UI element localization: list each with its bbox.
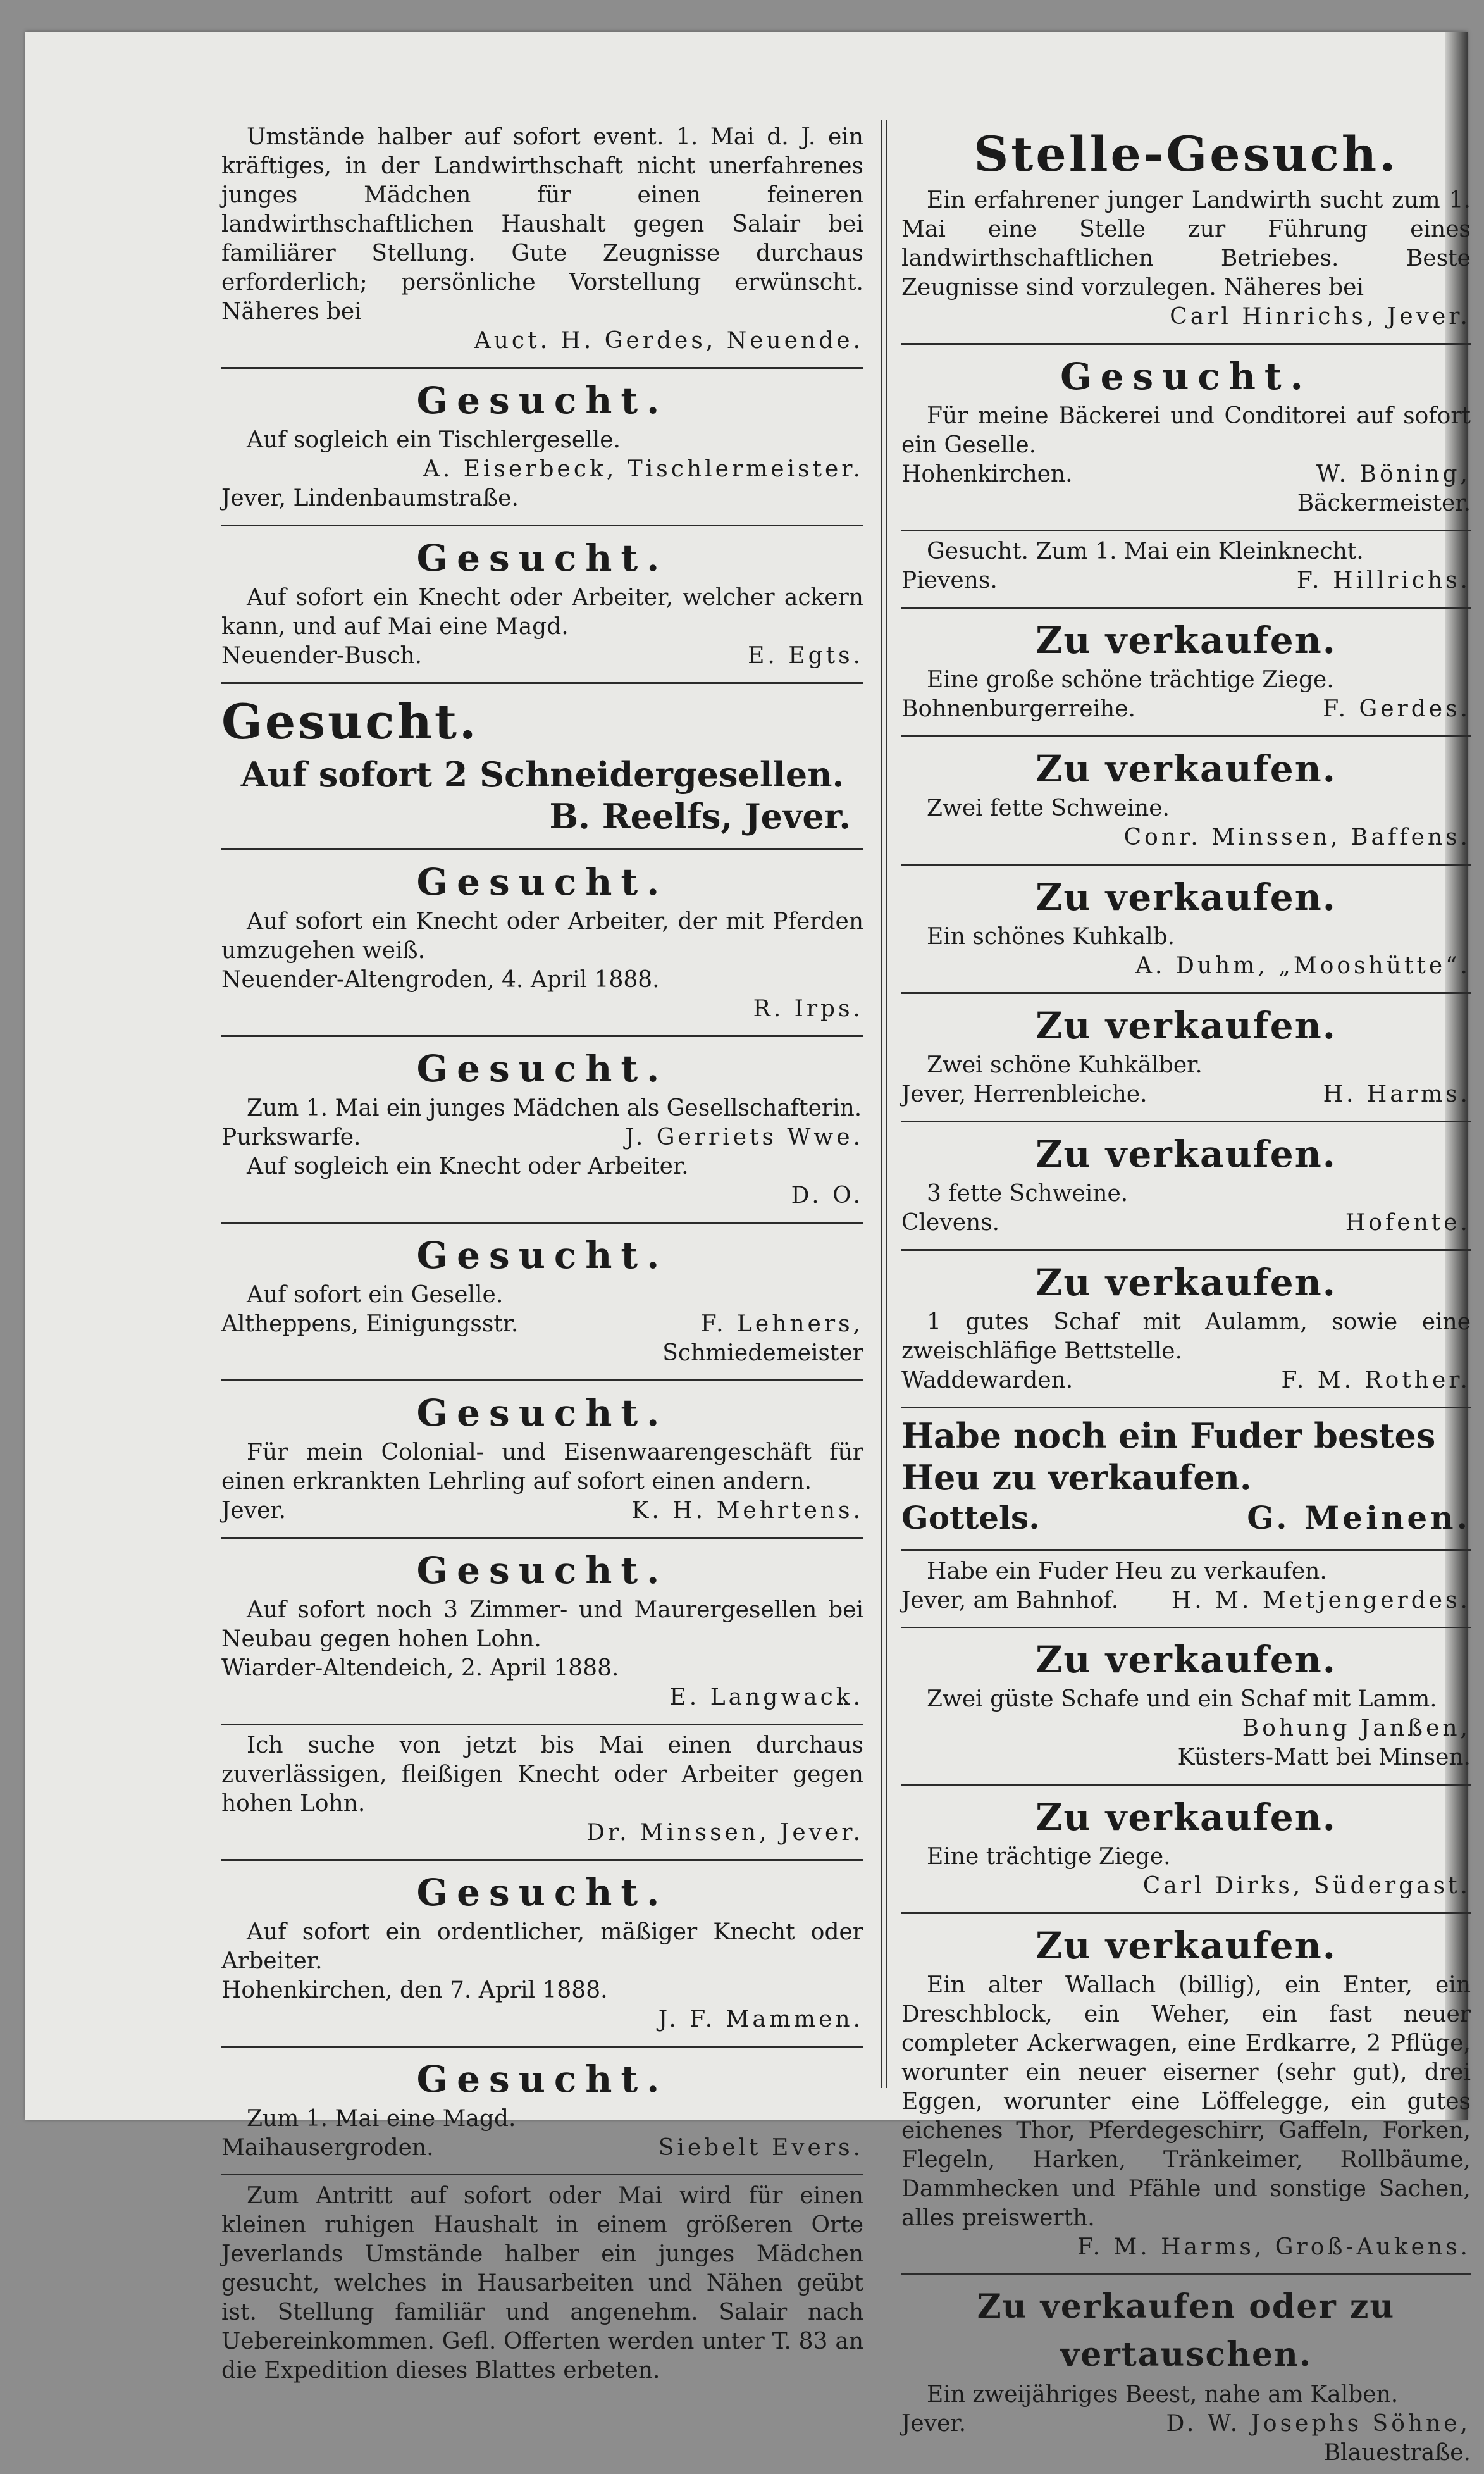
ad-signature: Auct. H. Gerdes, Neuende. xyxy=(474,328,863,354)
ad-body: Umstände halber auf sofort event. 1. Mai d. J. ein kräftiges, in der Landwirthschaft nicht unerfahrenes junges Mädchen für einen feineren landwirthschaftlichen Haushalt gegen Salair bei familiärer Stellung. Gute Zeugnisse durchaus erforderlich; persönliche Vorstellung erwünscht. Näheres bei xyxy=(221,124,863,325)
ad-signature-title: Bäckermeister. xyxy=(1297,490,1471,516)
ad-place: Waddewarden. xyxy=(901,1367,1073,1393)
ad-heading: Zu verkaufen. xyxy=(1035,747,1337,790)
ad-signature-line xyxy=(901,1586,1471,1615)
ad-separator xyxy=(901,1627,1471,1628)
ad-signature-title: Schmiedemeister xyxy=(662,1340,863,1366)
ad-signature: Bohung Janßen, xyxy=(1242,1715,1471,1741)
ad-signature-line xyxy=(221,1818,863,1848)
ad-signature: G. Meinen. xyxy=(1247,1499,1471,1536)
ad-headline: Habe noch ein Fuder bestes Heu zu verkaufen. xyxy=(901,1415,1436,1498)
ad-body: Habe ein Fuder Heu zu verkaufen. xyxy=(927,1558,1327,1584)
ad-place-line xyxy=(221,484,863,513)
ad-signature: W. Böning, xyxy=(1316,461,1471,487)
ad-heading: Gesucht. xyxy=(416,537,669,580)
ad-knecht-egts xyxy=(221,530,863,677)
ad-separator xyxy=(901,1121,1471,1122)
ad-signature: F. M. Harms, Groß-Aukens. xyxy=(1077,2234,1471,2260)
ad-signature: J. Gerriets Wwe. xyxy=(625,1124,863,1150)
ad-signature: H. M. Metjengerdes. xyxy=(1171,1588,1471,1613)
ad-place: Hohenkirchen. xyxy=(901,461,1073,487)
ad-ziege-gerdes xyxy=(901,612,1471,730)
ad-schaf-bettstelle xyxy=(901,1255,1471,1402)
ad-body: Auf sofort ein Knecht oder Arbeiter, welcher ackern kann, und auf Mai eine Magd. xyxy=(221,585,863,640)
ad-knecht-minssen xyxy=(221,1729,863,1854)
ad-knecht-mammen xyxy=(221,1865,863,2041)
ad-place: Hohenkirchen, den 7. April 1888. xyxy=(221,1977,608,2003)
ad-signature-title: Blauestraße. xyxy=(1323,2440,1471,2466)
ad-signature: A. Duhm, „Mooshütte“. xyxy=(1135,953,1471,979)
ad-separator xyxy=(901,1549,1471,1551)
ad-signature-line xyxy=(901,566,1471,595)
ad-headline: Auf sofort 2 Schneidergesellen. xyxy=(240,754,844,795)
ad-signature-line xyxy=(901,1872,1471,1901)
ad-signature: F. Gerdes. xyxy=(1323,696,1471,722)
ad-signature-line xyxy=(221,995,863,1024)
ad-place: Wiarder-Altendeich, 2. April 1888. xyxy=(221,1655,619,1681)
ad-signature-line xyxy=(901,1498,1471,1538)
ad-heading: Zu verkaufen. xyxy=(1035,1638,1337,1681)
ad-signature: Carl Dirks, Südergast. xyxy=(1142,1873,1471,1899)
ad-signature: H. Harms. xyxy=(1323,1081,1471,1107)
ad-signature-line xyxy=(901,2409,1471,2439)
ad-magd-evers xyxy=(221,2051,863,2169)
ad-separator xyxy=(221,682,863,684)
ad-signature: F. Hillrichs. xyxy=(1296,568,1471,594)
ad-heading: Gesucht. xyxy=(416,1047,669,1090)
ad-body: Auf sofort noch 3 Zimmer- und Maurergesellen bei Neubau gegen hohen Lohn. xyxy=(221,1597,863,1652)
newspaper-page xyxy=(25,32,1471,2466)
ad-heading: Gesucht. xyxy=(416,1549,669,1592)
ad-place: Maihausergroden. xyxy=(221,2135,434,2161)
ad-signature-line xyxy=(901,1080,1471,1109)
ad-separator xyxy=(221,848,863,850)
ad-body: Ich suche von jetzt bis Mai einen durchaus zuverlässigen, fleißigen Knecht oder Arbeiter gegen hohen Lohn. xyxy=(221,1732,863,1817)
ad-signature-line xyxy=(221,1683,863,1712)
ad-signature: A. Eiserbeck, Tischlermeister. xyxy=(423,456,863,482)
ad-signature: K. H. Mehrtens. xyxy=(631,1498,863,1524)
ad-separator xyxy=(901,735,1471,737)
ad-heading: Gesucht. xyxy=(416,2058,669,2101)
ad-signature: Dr. Minssen, Jever. xyxy=(586,1820,863,1846)
ad-place: Neuender-Busch. xyxy=(221,643,423,669)
ad-baecker-geselle xyxy=(901,349,1471,525)
ad-place: Gottels. xyxy=(901,1499,1040,1536)
ad-signature-secondary: D. O. xyxy=(791,1183,863,1209)
ad-place: Jever. xyxy=(221,1498,287,1524)
ad-separator xyxy=(901,1912,1471,1914)
ad-place-line xyxy=(221,1976,863,2005)
ad-body: Zwei fette Schweine. xyxy=(927,795,1170,821)
ad-heading: Gesucht. xyxy=(416,1391,669,1434)
ad-body: Eine große schöne trächtige Ziege. xyxy=(927,667,1334,693)
ad-separator xyxy=(901,1249,1471,1251)
ad-body: Ein schönes Kuhkalb. xyxy=(927,924,1175,950)
ad-signature-title: Küsters-Matt bei Minsen. xyxy=(1177,1744,1471,1770)
ad-separator xyxy=(221,1724,863,1725)
ad-signature-line xyxy=(221,2005,863,2034)
ad-signature: Conr. Minssen, Baffens. xyxy=(1123,824,1471,850)
ad-signature-line xyxy=(901,302,1471,332)
ad-signature-line xyxy=(221,455,863,484)
ad-separator xyxy=(901,343,1471,345)
ad-maedchen-gerdes xyxy=(221,120,863,362)
ad-separator xyxy=(221,367,863,369)
ad-body: 3 fette Schweine. xyxy=(927,1181,1128,1207)
ad-heading: Gesucht. xyxy=(416,1871,669,1914)
ad-maurergesellen xyxy=(221,1543,863,1719)
ad-heading: Zu verkaufen oder zu vertauschen. xyxy=(977,2287,1395,2374)
ad-signature-line xyxy=(221,1310,863,1339)
ad-signature-line xyxy=(901,823,1471,852)
ad-place: Altheppens, Einigungsstr. xyxy=(221,1311,519,1337)
ad-fuder-heu-metjengerdes xyxy=(901,1555,1471,1622)
ad-separator xyxy=(901,607,1471,609)
ad-body: Auf sofort ein Geselle. xyxy=(247,1282,504,1308)
ad-body: Ein alter Wallach (billig), ein Enter, ein Dreschblock, ein Weher, ein fast neuer completer Ackerwagen, eine Erdkarre, 2 Pflüge, worunter ein neuer eiserner (sehr gut), drei Eggen, worunter eine Löffelegge, ein gutes eichenes Thor, Pferdegeschirr, Gaffeln, Forken, Flegeln, Harken, Tränkeimer, Rollbäume, Dammhecken und Pfähle und sonstige Sachen, alles preiswerth. xyxy=(901,1972,1471,2231)
ad-heading: Gesucht. xyxy=(221,693,479,750)
ad-signature-line xyxy=(901,1714,1471,1743)
ad-body-secondary: Auf sogleich ein Knecht oder Arbeiter. xyxy=(247,1153,689,1179)
ad-heading: Gesucht. xyxy=(1060,355,1312,398)
ad-separator xyxy=(221,525,863,526)
ad-place: Purkswarfe. xyxy=(221,1124,361,1150)
ad-heading: Zu verkaufen. xyxy=(1035,619,1337,662)
ad-separator xyxy=(221,1222,863,1224)
ad-signature: Siebelt Evers. xyxy=(658,2135,863,2161)
ad-heading: Zu verkaufen. xyxy=(1035,1796,1337,1839)
ad-body: Zwei güste Schafe und ein Schaf mit Lamm. xyxy=(927,1686,1437,1712)
ad-body: Zum 1. Mai ein junges Mädchen als Gesellschafterin. xyxy=(247,1095,862,1121)
ad-place: Neuender-Altengroden, 4. April 1888. xyxy=(221,967,660,993)
ad-schneidergesellen xyxy=(221,688,863,843)
ad-knecht-irps xyxy=(221,854,863,1030)
ad-body: Gesucht. Zum 1. Mai ein Kleinknecht. xyxy=(927,538,1364,564)
ad-separator xyxy=(221,2046,863,2048)
ad-heading: Zu verkaufen. xyxy=(1035,1924,1337,1967)
ad-place: Jever. xyxy=(901,2411,967,2437)
ad-signature: F. M. Rother. xyxy=(1281,1367,1471,1393)
ad-signature: D. W. Josephs Söhne, xyxy=(1166,2411,1471,2437)
ad-heading: Zu verkaufen. xyxy=(1035,1261,1337,1304)
ad-signature-line xyxy=(221,642,863,671)
ad-signature: E. Langwack. xyxy=(669,1684,863,1710)
ad-body: Zwei schöne Kuhkälber. xyxy=(927,1052,1203,1078)
ad-separator xyxy=(901,2273,1471,2275)
ad-body: Zum 1. Mai eine Magd. xyxy=(247,2106,516,2132)
ad-schweine-minssen xyxy=(901,741,1471,859)
ad-place: Clevens. xyxy=(901,1210,1000,1236)
ad-geselle-lehners xyxy=(221,1228,863,1374)
ad-gesellschafterin xyxy=(221,1041,863,1217)
ad-signature: Carl Hinrichs, Jever. xyxy=(1170,304,1471,330)
ad-separator xyxy=(901,864,1471,866)
ad-beest-josephs xyxy=(901,2279,1471,2474)
ad-place-line xyxy=(221,966,863,995)
ad-heading: Gesucht. xyxy=(416,1234,669,1277)
ad-signature-line-secondary xyxy=(221,1181,863,1210)
ad-signature: Hofente. xyxy=(1345,1210,1471,1236)
ad-separator xyxy=(221,1537,863,1539)
ad-maedchen-haushalt xyxy=(221,2179,863,2392)
ad-body: Ein erfahrener junger Landwirth sucht zum 1. Mai eine Stelle zur Führung eines landwirthschaftlichen Betriebes. Beste Zeugnisse sind vorzulegen. Näheres bei xyxy=(901,187,1471,301)
ad-signature-line xyxy=(901,695,1471,724)
ad-tischlergeselle xyxy=(221,373,863,519)
ad-signature-line xyxy=(221,326,863,356)
ad-signature-line xyxy=(901,460,1471,489)
ad-body: Zum Antritt auf sofort oder Mai wird für einen kleinen ruhigen Haushalt in einem größeren Orte Jeverlands Umstände halber ein junges Mädchen gesucht, welches in Hausarbeiten und Nähen geübt ist. Stellung familiär und angenehm. Salair nach Uebereinkommen. Gefl. Offerten werden unter T. 83 an die Expedition dieses Blattes erbeten. xyxy=(221,2183,863,2384)
ad-signature: B. Reelfs, Jever. xyxy=(549,796,851,836)
ad-body: Eine trächtige Ziege. xyxy=(927,1844,1171,1870)
ad-separator xyxy=(901,992,1471,994)
ad-heading: Stelle-Gesuch. xyxy=(974,126,1399,182)
ad-signature-line xyxy=(901,1209,1471,1238)
ad-body: Auf sogleich ein Tischlergeselle. xyxy=(247,427,621,453)
ad-place: Pievens. xyxy=(901,568,998,594)
ad-lehrling-mehrtens xyxy=(221,1385,863,1532)
ad-separator xyxy=(901,1784,1471,1786)
column-divider xyxy=(881,120,887,2088)
ad-signature-line xyxy=(221,2134,863,2163)
ad-heading: Zu verkaufen. xyxy=(1035,1133,1337,1176)
ad-separator xyxy=(221,1379,863,1381)
ad-separator xyxy=(221,1035,863,1037)
ad-separator xyxy=(221,1859,863,1861)
ad-body: 1 gutes Schaf mit Aulamm, sowie eine zweischläfige Bettstelle. xyxy=(901,1309,1471,1364)
ad-heading: Zu verkaufen. xyxy=(1035,1004,1337,1047)
ad-body: Auf sofort ein ordentlicher, mäßiger Knecht oder Arbeiter. xyxy=(221,1919,863,1974)
ad-signature: F. Lehners, xyxy=(700,1311,863,1337)
ad-fuder-heu-meinen xyxy=(901,1412,1471,1544)
ad-separator xyxy=(221,2174,863,2175)
ad-body: Für meine Bäckerei und Conditorei auf sofort ein Geselle. xyxy=(901,403,1471,458)
ad-signature-line xyxy=(901,2233,1471,2262)
ad-separator xyxy=(901,1407,1471,1408)
ad-place: Jever, am Bahnhof. xyxy=(901,1588,1119,1613)
ad-fette-schweine xyxy=(901,1126,1471,1244)
ad-place: Jever, Lindenbaumstraße. xyxy=(221,485,519,511)
ad-body: Auf sofort ein Knecht oder Arbeiter, der mit Pferden umzugehen weiß. xyxy=(221,909,863,964)
left-column xyxy=(221,120,863,2392)
right-column xyxy=(901,120,1471,2474)
ad-place-line xyxy=(221,1654,863,1683)
ad-signature: R. Irps. xyxy=(753,996,863,1022)
ad-schafe-janssen xyxy=(901,1632,1471,1779)
ad-heading: Gesucht. xyxy=(416,379,669,422)
ad-signature: E. Egts. xyxy=(748,643,863,669)
ad-place: Bohnenburgerreihe. xyxy=(901,696,1135,722)
ad-inventar-harms xyxy=(901,1918,1471,2268)
ad-kuhkaelber xyxy=(901,998,1471,1116)
ad-stelle-gesuch xyxy=(901,120,1471,338)
ad-signature-line xyxy=(901,1366,1471,1395)
ad-heading: Zu verkaufen. xyxy=(1035,876,1337,919)
ad-separator xyxy=(901,530,1471,531)
ad-kuhkalb xyxy=(901,869,1471,987)
ad-signature-line xyxy=(221,1123,863,1152)
ad-body: Ein zweijähriges Beest, nahe am Kalben. xyxy=(927,2382,1399,2408)
ad-kleinknecht xyxy=(901,535,1471,602)
ad-body: Für mein Colonial- und Eisenwaarengeschäft für einen erkrankten Lehrling auf sofort einen andern. xyxy=(221,1439,863,1495)
ad-place: Jever, Herrenbleiche. xyxy=(901,1081,1147,1107)
ad-signature: J. F. Mammen. xyxy=(658,2006,863,2032)
ad-signature-line xyxy=(221,1496,863,1526)
ad-ziege-dirks xyxy=(901,1789,1471,1907)
ad-signature-line xyxy=(901,952,1471,981)
ad-heading: Gesucht. xyxy=(416,861,669,904)
